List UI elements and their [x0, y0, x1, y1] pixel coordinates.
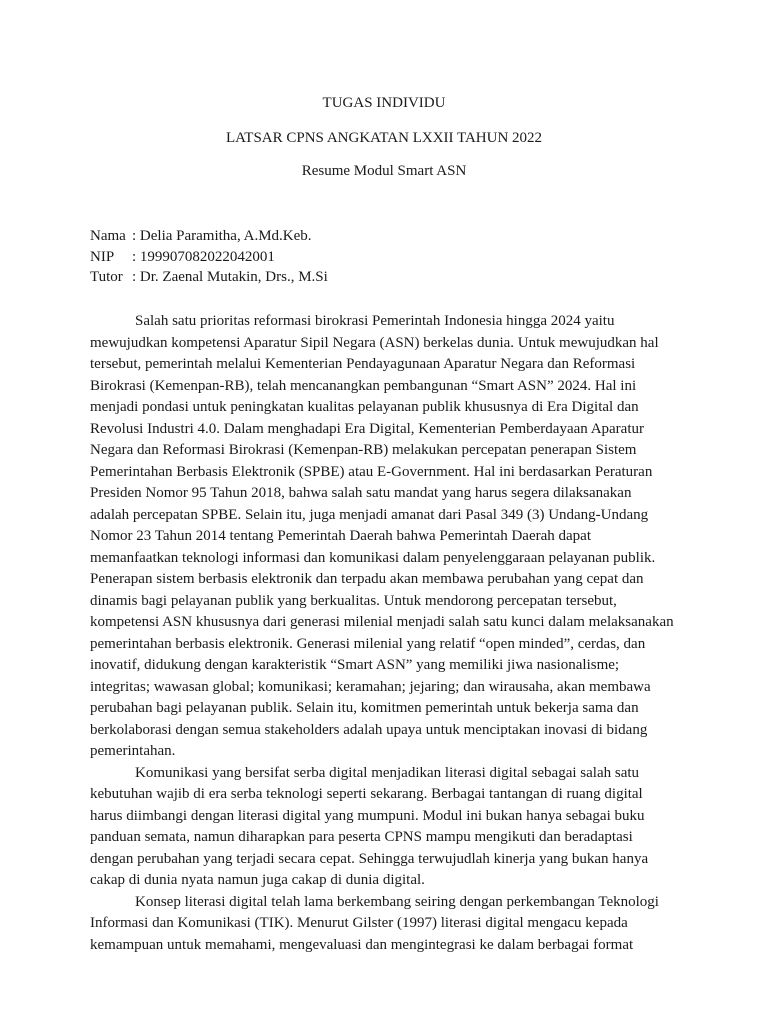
paragraph-line: dengan perubahan yang terjadi secara cepat. Sehingga terwujudlah kinerja yang bukan hanya [90, 850, 649, 867]
document-subtitle: LATSAR CPNS ANGKATAN LXXII TAHUN 2022 [225, 130, 543, 146]
paragraph-line: integritas; wawasan global; komunikasi; keramahan; jejaring; dan wirausaha, akan membawa [90, 678, 651, 695]
paragraph-line: Komunikasi yang bersifat serba digital menjadikan literasi digital sebagai salah satu [135, 764, 640, 781]
paragraph-line: cakap di dunia nyata namun juga cakap di dunia digital. [90, 872, 425, 888]
identity-row-name [90, 226, 328, 247]
document-title: TUGAS INDIVIDU [322, 95, 446, 111]
paragraph-line: tersebut, pemerintah melalui Kementerian Pendayagunaan Aparatur Negara dan Reformasi [90, 356, 636, 372]
body-paragraph [90, 763, 690, 892]
identity-row-tutor [90, 267, 328, 288]
paragraph-line: memanfaatkan teknologi informasi dan komunikasi dalam penyelenggaraan pelayanan publik. [90, 549, 656, 566]
body-paragraph [90, 311, 690, 763]
paragraph-line: pemerintahan. [90, 743, 176, 759]
paragraph-line: Negara dan Reformasi Birokrasi (Kemenpan-RB) melakukan percepatan penerapan Sistem [90, 442, 637, 458]
paragraph-line: Presiden Nomor 95 Tahun 2018, bahwa salah satu mandat yang harus segera dilaksanakan [90, 485, 632, 501]
identity-value: : Dr. Zaenal Mutakin, Drs., M.Si [132, 269, 328, 285]
identity-block [90, 226, 328, 288]
paragraph-line: Pemerintahan Berbasis Elektronik (SPBE) atau E-Government. Hal ini berdasarkan Peraturan [90, 463, 653, 480]
paragraph-line: berkolaborasi dengan semua stakeholders adalah upaya untuk menciptakan inovasi di bidang [90, 721, 648, 738]
paragraph-line: Birokrasi (Kemenpan-RB), telah mencanangkan pembangunan “Smart ASN” 2024. Hal ini [90, 377, 637, 394]
identity-row-nip [90, 247, 328, 268]
document-topic: Resume Modul Smart ASN [301, 163, 467, 179]
identity-label: Tutor [90, 269, 123, 285]
paragraph-line: dinamis bagi pelayanan publik yang berkualitas. Untuk mendorong percepatan tersebut, [90, 592, 617, 609]
paragraph-line: kebutuhan wajib di era serba teknologi seperti sekarang. Berbagai tantangan di ruang digital [90, 786, 643, 802]
paragraph-line: Salah satu prioritas reformasi birokrasi Pemerintah Indonesia hingga 2024 yaitu [135, 313, 615, 329]
paragraph-line: harus diimbangi dengan literasi digital yang mumpuni. Modul ini bukan hanya sebagai buku [90, 807, 645, 824]
paragraph-line: kompetensi ASN khususnya dari generasi milenial menjadi salah satu kunci dalam melaksanakan [90, 614, 674, 630]
paragraph-line: Informasi dan Komunikasi (TIK). Menurut Gilster (1997) literasi digital mengacu kepada [90, 915, 628, 931]
document-body [90, 311, 690, 956]
identity-value: : Delia Paramitha, A.Md.Keb. [132, 228, 312, 244]
paragraph-line: pemerintahan berbasis elektronik. Generasi milenial yang relatif “open minded”, cerdas, dan [90, 635, 646, 652]
paragraph-line: Penerapan sistem berbasis elektronik dan terpadu akan membawa perubahan yang cepat dan [90, 571, 644, 587]
paragraph-line: kemampuan untuk memahami, mengevaluasi dan mengintegrasi ke dalam berbagai format [90, 936, 634, 953]
paragraph-line: mewujudkan kompetensi Aparatur Sipil Negara (ASN) berkelas dunia. Untuk mewujudkan hal [90, 334, 659, 351]
paragraph-line: menjadi pondasi untuk peningkatan kualitas pelayanan publik khususnya di Era Digital dan [90, 399, 639, 415]
paragraph-line: Nomor 23 Tahun 2014 tentang Pemerintah Daerah bahwa Pemerintah Daerah dapat [90, 528, 592, 544]
paragraph-line: perubahan bagi pelayanan publik. Selain itu, komitmen pemerintah untuk bekerja sama dan [90, 700, 639, 716]
paragraph-line: Revolusi Industri 4.0. Dalam menghadapi Era Digital, Kementerian Pemberdayaan Aparatur [90, 420, 644, 437]
identity-label: Nama [90, 228, 126, 244]
paragraph-line: adalah percepatan SPBE. Selain itu, juga menjadi amanat dari Pasal 349 (3) Undang-Undang [90, 506, 649, 523]
identity-value: : 199907082022042001 [132, 248, 275, 265]
body-paragraph [90, 892, 690, 957]
paragraph-line: Konsep literasi digital telah lama berkembang seiring dengan perkembangan Teknologi [135, 893, 659, 910]
identity-label: NIP [90, 248, 115, 265]
paragraph-line: panduan semata, namun diharapkan para peserta CPNS mampu mengikuti dan beradaptasi [90, 829, 633, 845]
paragraph-line: inovatif, didukung dengan karakteristik “Smart ASN” yang memiliki jiwa nasionalisme; [90, 657, 620, 673]
